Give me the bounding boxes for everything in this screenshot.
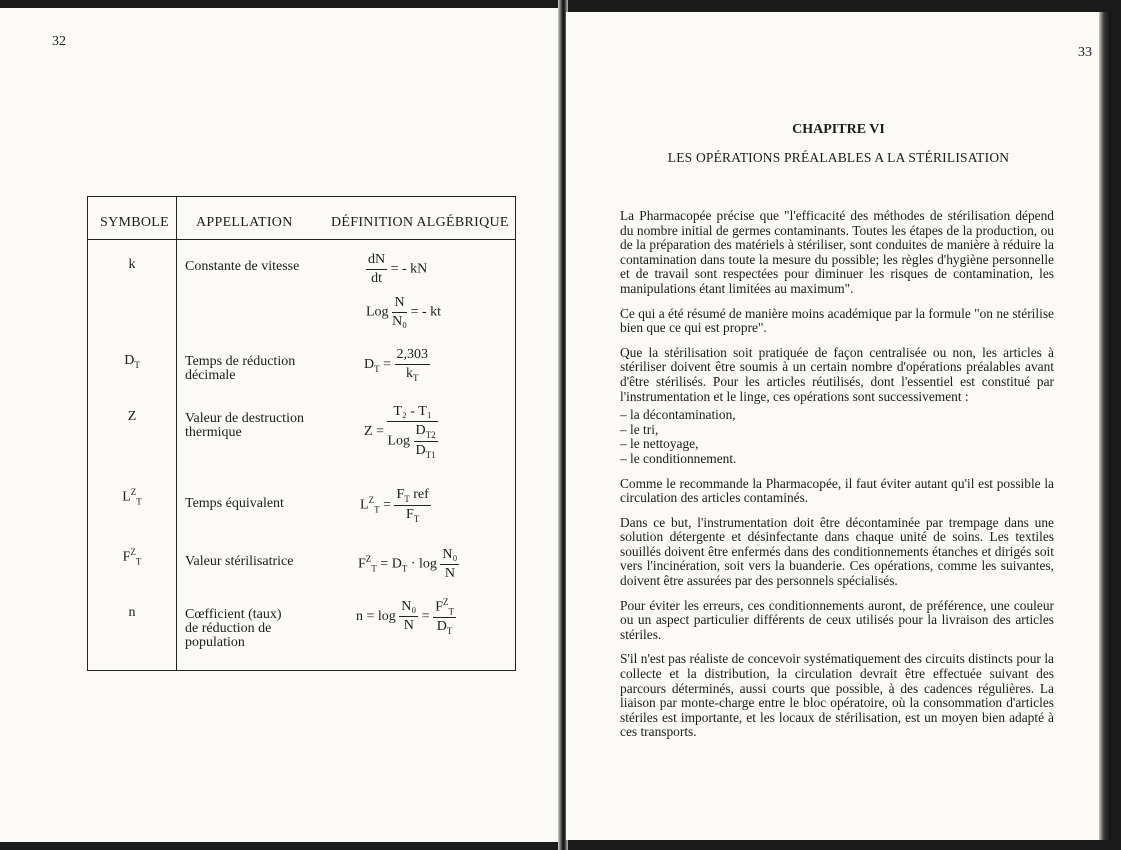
symbol-ltz: $L^Z_T$ (122, 487, 142, 507)
paragraph: Comme le recommande la Pharmacopée, il faut éviter autant qu'il est possible la circulation des articles contaminés. (620, 475, 1054, 506)
list-item: – le conditionnement. (620, 450, 737, 466)
body-text (620, 209, 1054, 750)
header-symbol: SYMBOLE (100, 215, 169, 230)
paragraph: Dans ce but, l'instrumentation doit être décontaminée par trempage dans une solution détergente et désinfectante dans chaque unité de soins. Les textiles souillés doivent être enfermés dans des conditionnements étanches et dirigés soit vers l'incinération, soit vers la buanderie. Ces opérations, comme les suivantes, doivent être assurées par des personnels spécialisés. (620, 514, 1054, 589)
right-page (566, 12, 1111, 840)
header-name: APPELLATION (196, 215, 293, 230)
page-number-right: 33 (1078, 45, 1092, 60)
chapter-heading: CHAPITRE VI (792, 122, 885, 137)
name-dt: Temps de réduction décimale (185, 354, 296, 383)
formula-dt: $D_T$ = $\frac{2,303}{k_T}$ (364, 347, 429, 383)
paragraph: Ce qui a été résumé de manière moins académique par la formule "on ne stérilise bien que ce qui est propre". (620, 305, 1054, 336)
table-column-divider (176, 197, 177, 670)
list-item: – le nettoyage, (620, 436, 699, 452)
formula-ltz: $L^Z_T$ = $\frac{F_T ref}{F_T}$ (360, 487, 429, 524)
formula-k-1: $\frac{dN}{dt}$ = - kN (368, 252, 428, 286)
paragraph: Que la stérilisation soit pratiquée de façon centralisée ou non, les articles à stériliser doivent être soumis à un certain nombre d'opérations préalables avant d'être stérilisés. Pour les articles réutilisés, dont l'essentiel est constitué par l'instrumentation et le linge, ces opérations sont successivement : (620, 344, 1054, 404)
symbols-table (87, 196, 516, 671)
operations-list (620, 408, 1054, 466)
table-header-divider (88, 239, 515, 240)
page-number-left: 32 (52, 34, 66, 49)
paragraph: La Pharmacopée précise que "l'efficacité des méthodes de stérilisation dépend du nombre initial de germes contaminants. Toutes les étapes de la production, ou de la préparation des matériels à stériliser, sont conduites de manière à réduire la contamination dans toute la mesure du possible; les règles d'hygiène personnelle et de travail sont respectées pour diminuer les risques de contamination, les manipulations étant limitées au maximum". (620, 208, 1054, 296)
name-ftz: Valeur stérilisatrice (185, 554, 294, 569)
paragraph: S'il n'est pas réaliste de concevoir systématiquement des circuits distincts pour la collecte et la distribution, la circulation devrait être effectuée suivant des parcours déterminés, aussi courts que possible, à des cadences régulières. La liaison par monte-charge entre le bloc opératoire, où la consommation d'articles stériles est importante, et les locaux de stérilisation, est un moyen bien adapté à ces transports. (620, 651, 1054, 740)
left-page (0, 8, 560, 842)
page-edge (1099, 12, 1111, 840)
symbol-z: Z (127, 409, 137, 424)
symbol-dt: $D_T$ (124, 353, 140, 370)
list-item: – la décontamination, (620, 407, 736, 423)
chapter-title: LES OPÉRATIONS PRÉALABLES A LA STÉRILISATION (667, 150, 1010, 165)
list-item: – le tri, (620, 421, 659, 437)
header-definition: DÉFINITION ALGÉBRIQUE (331, 215, 509, 230)
name-ltz: Temps équivalent (185, 496, 284, 511)
formula-ftz: $F^Z_T = D_T \cdot \log$ $\frac{\text{N₀}}{N}$ (358, 547, 458, 581)
name-n: Cœfficient (taux) de réduction de population (185, 607, 282, 650)
name-z: Valeur de destruction thermique (185, 411, 304, 440)
symbol-k: k (128, 257, 136, 272)
formula-n: n = log $\frac{\text{N₀}}{N}$ = $\frac{F^Z_T}{D_T}$ (356, 597, 454, 637)
paragraph: Pour éviter les erreurs, ces conditionnements auront, de préférence, une couleur ou un aspect particulier différents de ceux utilisés pour la livraison des articles stériles. (620, 597, 1054, 642)
formula-z: Z = T₂ - T₁ Log $\frac{D_{T2}}{D_{T1}}$ (364, 404, 436, 460)
symbol-n: n (128, 605, 136, 620)
symbol-ftz: $F^Z_T$ (122, 547, 142, 567)
formula-k-2: Log $\frac{N}{\text{N₀}}$ = - kt (366, 295, 442, 329)
name-k: Constante de vitesse (185, 259, 300, 274)
